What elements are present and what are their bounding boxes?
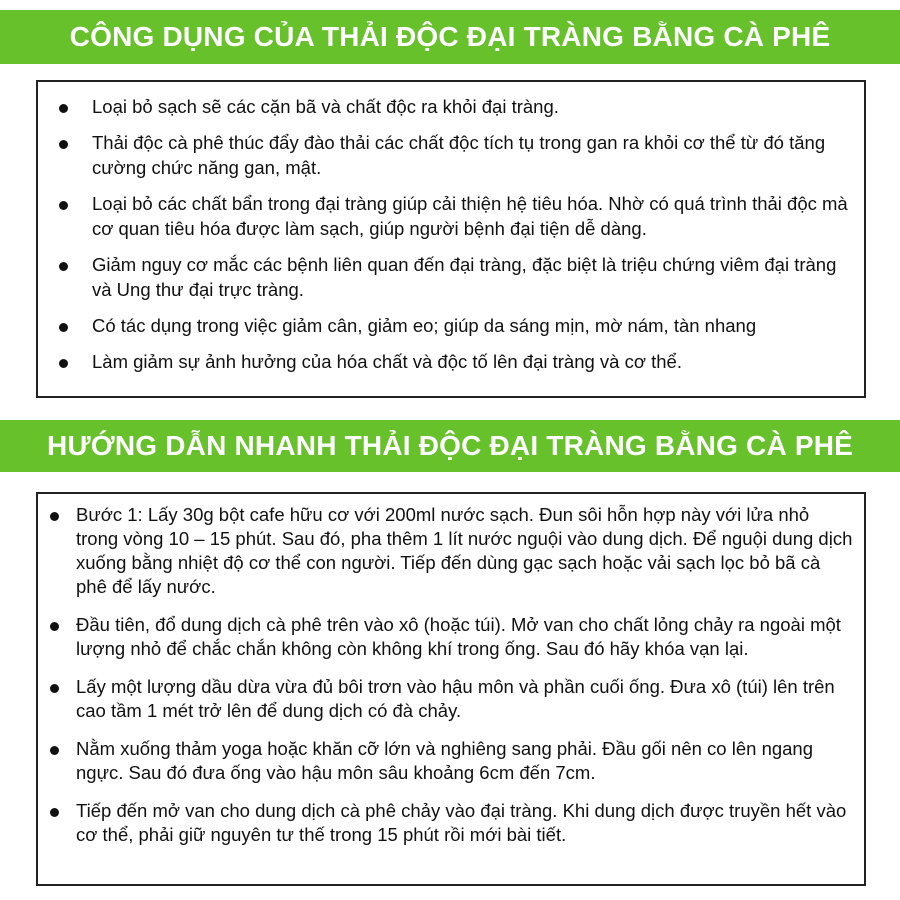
list-item-text: Loại bỏ sạch sẽ các cặn bã và chất độc ra khỏi đại tràng. [92, 96, 559, 117]
bullet-icon [59, 359, 68, 368]
list-item-text: Làm giảm sự ảnh hưởng của hóa chất và độc tố lên đại tràng và cơ thể. [92, 351, 682, 372]
list-item-text: Giảm nguy cơ mắc các bệnh liên quan đến đại tràng, đặc biệt là triệu chứng viêm đại tràng và Ung thư đại trực tràng. [92, 254, 837, 300]
list-item [92, 94, 860, 119]
list-item [92, 313, 860, 338]
bullet-icon [59, 140, 68, 149]
list-item [76, 799, 856, 847]
list-item [92, 130, 860, 180]
bullet-icon [59, 262, 68, 271]
bullet-icon [50, 684, 59, 693]
list-item [92, 349, 860, 374]
list-item [76, 675, 856, 723]
section-title-uses: CÔNG DỤNG CỦA THẢI ĐỘC ĐẠI TRÀNG BẰNG CÀ PHÊ [0, 10, 900, 64]
list-item-text: Tiếp đến mở van cho dung dịch cà phê chảy vào đại tràng. Khi dung dịch được truyền hết vào cơ thể, phải giữ nguyên tư thế trong 15 phút rồi mới bài tiết. [76, 800, 847, 845]
list-item-text: Nằm xuống thảm yoga hoặc khăn cỡ lớn và nghiêng sang phải. Đầu gối nên co lên ngang ngực. Sau đó đưa ống vào hậu môn sâu khoảng 6cm đến 7cm. [76, 738, 814, 783]
guide-list-box [36, 492, 866, 886]
list-item-text: Lấy một lượng dầu dừa vừa đủ bôi trơn vào hậu môn và phần cuối ống. Đưa xô (túi) lên trên cao tầm 1 mét trở lên để dung dịch có đà chảy. [76, 676, 835, 721]
guide-list [38, 494, 864, 847]
list-item [76, 613, 856, 661]
list-item [76, 503, 856, 599]
list-item [76, 737, 856, 785]
bullet-icon [50, 512, 59, 521]
list-item-text: Thải độc cà phê thúc đẩy đào thải các chất độc tích tụ trong gan ra khỏi cơ thể từ đó tăng cường chức năng gan, mật. [92, 132, 826, 178]
uses-list-box [36, 80, 866, 398]
uses-list [38, 82, 864, 374]
bullet-icon [59, 323, 68, 332]
list-item [92, 191, 860, 241]
list-item [92, 252, 860, 302]
list-item-text: Có tác dụng trong việc giảm cân, giảm eo; giúp da sáng mịn, mờ nám, tàn nhang [92, 315, 757, 336]
section-title-guide: HƯỚNG DẪN NHANH THẢI ĐỘC ĐẠI TRÀNG BẰNG CÀ PHÊ [0, 420, 900, 472]
bullet-icon [50, 808, 59, 817]
bullet-icon [50, 622, 59, 631]
bullet-icon [59, 104, 68, 113]
list-item-text: Đầu tiên, đổ dung dịch cà phê trên vào xô (hoặc túi). Mở van cho chất lỏng chảy ra ngoài một lượng nhỏ để chắc chắn không còn không khí trong ống. Sau đó hãy khóa vạn lại. [76, 614, 841, 659]
bullet-icon [59, 201, 68, 210]
bullet-icon [50, 746, 59, 755]
list-item-text: Bước 1: Lấy 30g bột cafe hữu cơ với 200ml nước sạch. Đun sôi hỗn hợp này với lửa nhỏ trong vòng 10 – 15 phút. Sau đó, pha thêm 1 lít nước nguội vào dung dịch. Để nguội dung dịch xuống bằng nhiệt độ cơ thể con người. Tiếp đến dùng gạc sạch hoặc vải sạch lọc bỏ bã cà phê để lấy nước. [76, 504, 853, 597]
list-item-text: Loại bỏ các chất bẩn trong đại tràng giúp cải thiện hệ tiêu hóa. Nhờ có quá trình thải độc mà cơ quan tiêu hóa được làm sạch, giúp người bệnh đại tiện dễ dàng. [92, 193, 848, 239]
